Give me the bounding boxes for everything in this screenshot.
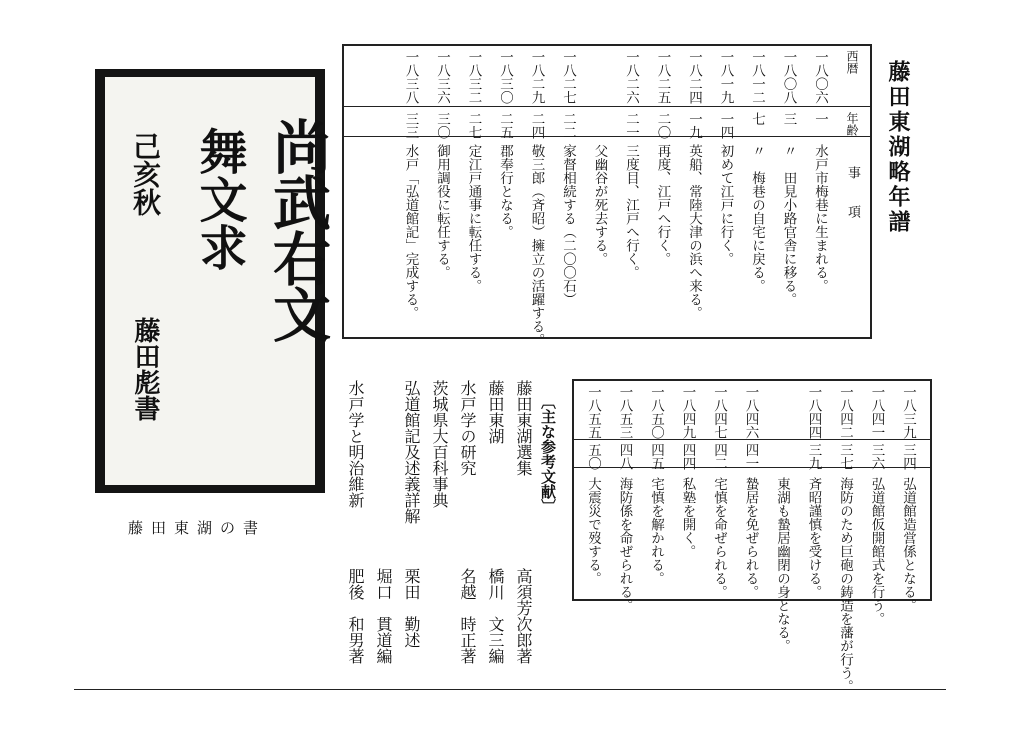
table2-year-cell: 一八四二	[837, 385, 853, 439]
table1-event-cell: 御用調役に転任する。	[434, 144, 450, 279]
table2-event-cell: 弘道館仮開館式を行う。	[868, 477, 885, 626]
table2-year-cell: 一八四九	[679, 385, 696, 439]
table1-age-cell: 一四	[717, 112, 734, 139]
reference-title: 水戸学の研究	[458, 380, 477, 476]
calligraphy-image	[95, 69, 331, 493]
table1-event-cell: 〃 梅巷の自宅に戻る。	[749, 144, 765, 293]
table1-age-cell: 一九	[686, 112, 702, 139]
table1-year-cell: 一八一九	[717, 50, 734, 104]
chronology-table-2	[572, 379, 932, 693]
table2-year-cell: 一八四四	[805, 385, 822, 439]
table2-event-cell: 斉昭謹慎を受ける。	[805, 477, 822, 599]
table1-year-cell: 一八〇六	[812, 50, 828, 104]
header-event: 事 項	[845, 166, 860, 218]
table1-age-cell: 一	[812, 112, 828, 126]
table1-event-cell: 〃 田見小路官舎に移る。	[780, 144, 797, 306]
table1-event-cell: 敬三郎（斉昭）擁立の活躍する。	[528, 144, 545, 347]
table2-event-cell: 海防のため巨砲の鋳造を藩が行う。	[837, 477, 853, 693]
table2-event-cell: 私塾を開く。	[679, 477, 696, 558]
reference-title: 藤田東湖選集	[514, 380, 533, 476]
table2-event-cell: 宅慎を命ぜられる。	[711, 477, 727, 599]
table1-year-cell: 一八二五	[654, 50, 671, 104]
table2-event-cell: 宅慎を解かれる。	[648, 477, 664, 585]
table2-age-cell: 三七	[837, 443, 853, 470]
table1-year-cell: 一八三六	[434, 50, 450, 104]
page-title: 藤田東湖略年譜	[885, 60, 910, 235]
table1-age-cell: 三三	[402, 112, 419, 139]
table2-year-cell: 一八四一	[868, 385, 885, 439]
table1-year-cell: 一八一二	[749, 50, 765, 104]
bottom-rule	[74, 689, 946, 690]
reference-author: 高須芳次郎著	[514, 568, 533, 664]
table1-age-cell: 二四	[528, 112, 545, 139]
table1-age-cell: 二七	[465, 112, 482, 139]
table2-year-cell: 一八四六	[742, 385, 759, 439]
calligraphy-date: 己亥秋	[129, 132, 162, 216]
table1-event-cell: 初めて江戸に行く。	[717, 144, 734, 266]
table2-age-cell: 四四	[679, 443, 696, 470]
table1-year-cell: 一八三〇	[497, 50, 513, 104]
calligraphy-signature: 藤田彪書	[130, 317, 160, 421]
table2-age-cell: 五〇	[585, 443, 601, 470]
reference-author: 名越 時正著	[458, 568, 477, 664]
table1-age-cell: 三	[780, 112, 797, 126]
references-heading: 〔主な参考文献〕	[539, 394, 557, 514]
table2-age-cell: 三九	[805, 443, 822, 470]
table-divider-year	[344, 106, 870, 107]
table2-age-cell: 三六	[868, 443, 885, 470]
table1-event-cell: 家督相続する（二〇〇石）	[560, 144, 576, 306]
table2-event-cell: 大震災で歿する。	[585, 477, 601, 585]
table2-age-cell: 四八	[616, 443, 633, 470]
table2-event-cell: 蟄居を免ぜられる。	[742, 477, 759, 599]
reference-title: 藤田東湖	[486, 380, 505, 444]
table1-event-cell: 再度、江戸へ行く。	[654, 144, 671, 266]
table1-age-cell: 二二	[560, 112, 576, 139]
reference-title: 茨城県大百科事典	[430, 380, 449, 508]
table2-age-cell: 四五	[648, 443, 664, 470]
table2-year-cell: 一八四七	[711, 385, 727, 439]
table1-year-cell: 一八〇八	[780, 50, 797, 104]
table1-year-cell: 一八二四	[686, 50, 702, 104]
table1-age-cell: 二五	[497, 112, 513, 139]
table2-age-cell: 四二	[711, 443, 727, 470]
chronology-table-1	[342, 44, 872, 347]
table2-event-cell: 弘道館造営係となる。	[900, 477, 916, 612]
table2-year-cell: 一八五三	[616, 385, 633, 439]
table2-event-cell: 東湖も蟄居幽閉の身となる。	[774, 477, 790, 653]
table1-event-cell: 三度目、江戸へ行く。	[623, 144, 639, 279]
table1-year-cell: 一八三八	[402, 50, 419, 104]
table2-age-cell: 四一	[742, 443, 759, 470]
table1-age-cell: 七	[749, 112, 765, 126]
calligraphy-line-1: 尚武右文	[263, 117, 331, 341]
table1-event-cell: 水戸市梅巷に生まれる。	[812, 144, 828, 293]
table1-year-cell: 一八三二	[465, 50, 482, 104]
reference-author: 栗田 勤述	[402, 568, 421, 648]
reference-title: 水戸学と明治維新	[346, 380, 365, 508]
table1-year-cell: 一八二六	[623, 50, 639, 104]
header-year: 西暦	[845, 50, 859, 74]
calligraphy-caption: 藤田東湖の書	[128, 519, 267, 537]
table2-divider-year	[574, 439, 930, 440]
table2-year-cell: 一八五〇	[648, 385, 664, 439]
table1-event-cell: 郡奉行となる。	[497, 144, 513, 239]
header-age: 年齢	[845, 112, 859, 136]
table-divider-age	[344, 136, 870, 137]
table1-event-cell: 水戸「弘道館記」完成する。	[402, 144, 419, 320]
reference-author: 橋川 文三編	[486, 568, 505, 664]
table2-year-cell: 一八三九	[900, 385, 916, 439]
table1-event-cell: 父幽谷が死去する。	[591, 144, 608, 266]
table1-year-cell: 一八二七	[560, 50, 576, 104]
reference-author: 肥後 和男著	[346, 568, 365, 664]
table1-age-cell: 三〇	[434, 112, 450, 139]
table2-age-cell: 三四	[900, 443, 916, 470]
table1-age-cell: 二〇	[654, 112, 671, 139]
table1-age-cell: 二一	[623, 112, 639, 139]
table2-year-cell: 一八五五	[585, 385, 601, 439]
reference-title: 弘道館記及述義詳解	[402, 380, 421, 524]
table1-event-cell: 定江戸通事に転任する。	[465, 144, 482, 293]
table2-event-cell: 海防係を命ぜられる。	[616, 477, 633, 612]
table1-year-cell: 一八二九	[528, 50, 545, 104]
calligraphy-line-2: 舞文求	[191, 127, 247, 271]
table1-event-cell: 英船、常陸大津の浜へ来る。	[686, 144, 702, 320]
reference-author: 堀口 貫道編	[374, 568, 393, 664]
